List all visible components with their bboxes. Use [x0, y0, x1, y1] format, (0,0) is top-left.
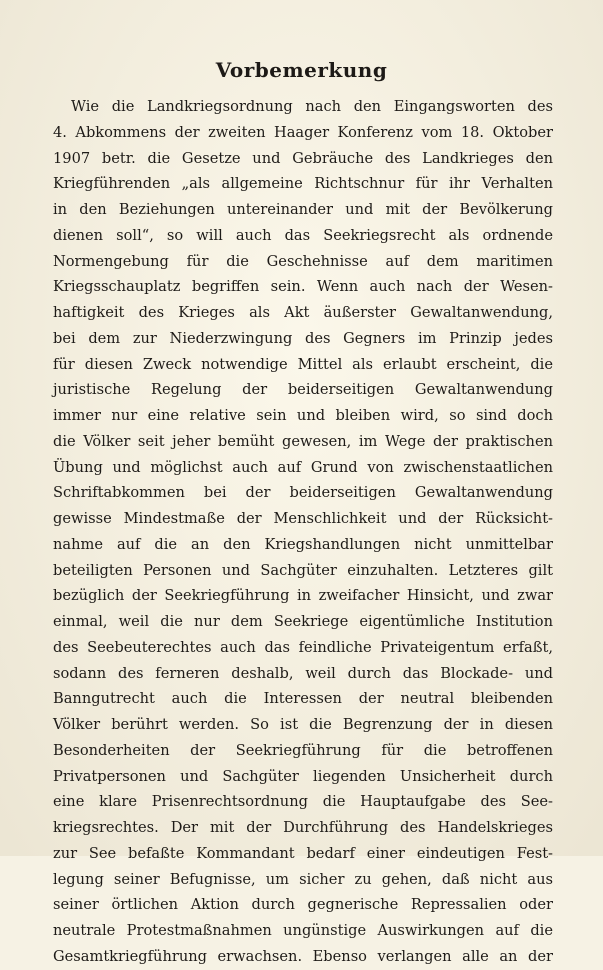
text-line: Normengebung für die Geschehnisse auf dem maritimen — [53, 252, 553, 270]
text-line: Privatpersonen und Sachgüter liegenden Unsicherheit durch — [53, 767, 553, 785]
text-line: die Völker seit jeher bemüht gewesen, im Wege der praktischen — [53, 432, 553, 450]
text-line: Kriegführenden „als allgemeine Richtschnur für ihr Verhalten — [53, 175, 553, 193]
text-line: Wie die Landkriegsordnung nach den Eingangsworten des — [71, 98, 553, 115]
text-line: in den Beziehungen untereinander und mit der Bevölkerung — [53, 201, 553, 218]
text-line: bezüglich der Seekriegführung in zweifacher Hinsicht, und zwar — [53, 587, 553, 605]
text-line: Völker berührt werden. So ist die Begrenzung der in diesen — [53, 716, 553, 733]
text-line: beteiligten Personen und Sachgüter einzuhalten. Letzteres gilt — [53, 561, 553, 579]
text-line: eine klare Prisenrechtsordnung die Hauptaufgabe des See- — [53, 793, 553, 811]
text-line: einmal, weil die nur dem Seekriege eigentümliche Institution — [53, 613, 553, 630]
text-line: des Seebeuterechtes auch das feindliche Privateigentum erfaßt, — [53, 638, 553, 656]
text-line: immer nur eine relative sein und bleiben wird, so sind doch — [53, 407, 553, 424]
text-line: Schriftabkommen bei der beiderseitigen Gewaltanwendung — [53, 484, 553, 502]
text-line: sodann des ferneren deshalb, weil durch das Blockade- und — [53, 664, 553, 682]
text-line: Übung und möglichst auch auf Grund von zwischenstaatlichen — [53, 458, 553, 476]
text-line: 4. Abkommens der zweiten Haager Konferenz vom 18. Oktober — [53, 123, 553, 141]
text-line: zur See befaßte Kommandant bedarf einer eindeutigen Fest- — [53, 844, 553, 862]
text-line: Banngutrecht auch die Interessen der neutral bleibenden — [53, 690, 553, 708]
text-line: neutrale Protestmaßnahmen ungünstige Auswirkungen auf die — [53, 922, 553, 939]
text-line: für diesen Zweck notwendige Mittel als erlaubt erscheint, die — [53, 355, 553, 373]
text-line: gewisse Mindestmaße der Menschlichkeit und der Rücksicht- — [53, 510, 553, 527]
text-line: bei dem zur Niederzwingung des Gegners im Prinzip jedes — [53, 329, 553, 347]
text-line: kriegsrechtes. Der mit der Durchführung des Handelskrieges — [53, 819, 553, 836]
text-line: Kriegsschauplatz begriffen sein. Wenn auch nach der Wesen- — [53, 278, 553, 296]
text-line: nahme auf die an den Kriegshandlungen nicht unmittelbar — [53, 535, 553, 553]
text-line: dienen soll“, so will auch das Seekriegsrecht als ordnende — [53, 226, 553, 244]
text-line: seiner örtlichen Aktion durch gegnerische Repressalien oder — [53, 896, 553, 914]
text-line: Gesamtkriegführung erwachsen. Ebenso verlangen alle an der — [53, 947, 553, 965]
text-line: legung seiner Befugnisse, um sicher zu gehen, daß nicht aus — [53, 870, 553, 888]
text-line: Besonderheiten der Seekriegführung für die betroffenen — [53, 741, 553, 759]
text-line: haftigkeit des Krieges als Akt äußerster Gewaltanwendung, — [53, 304, 553, 321]
body-text — [53, 94, 553, 970]
text-line: 1907 betr. die Gesetze und Gebräuche des Landkrieges den — [53, 149, 553, 167]
page-title: Vorbemerkung — [215, 58, 388, 82]
text-line: juristische Regelung der beiderseitigen Gewaltanwendung — [53, 381, 553, 399]
